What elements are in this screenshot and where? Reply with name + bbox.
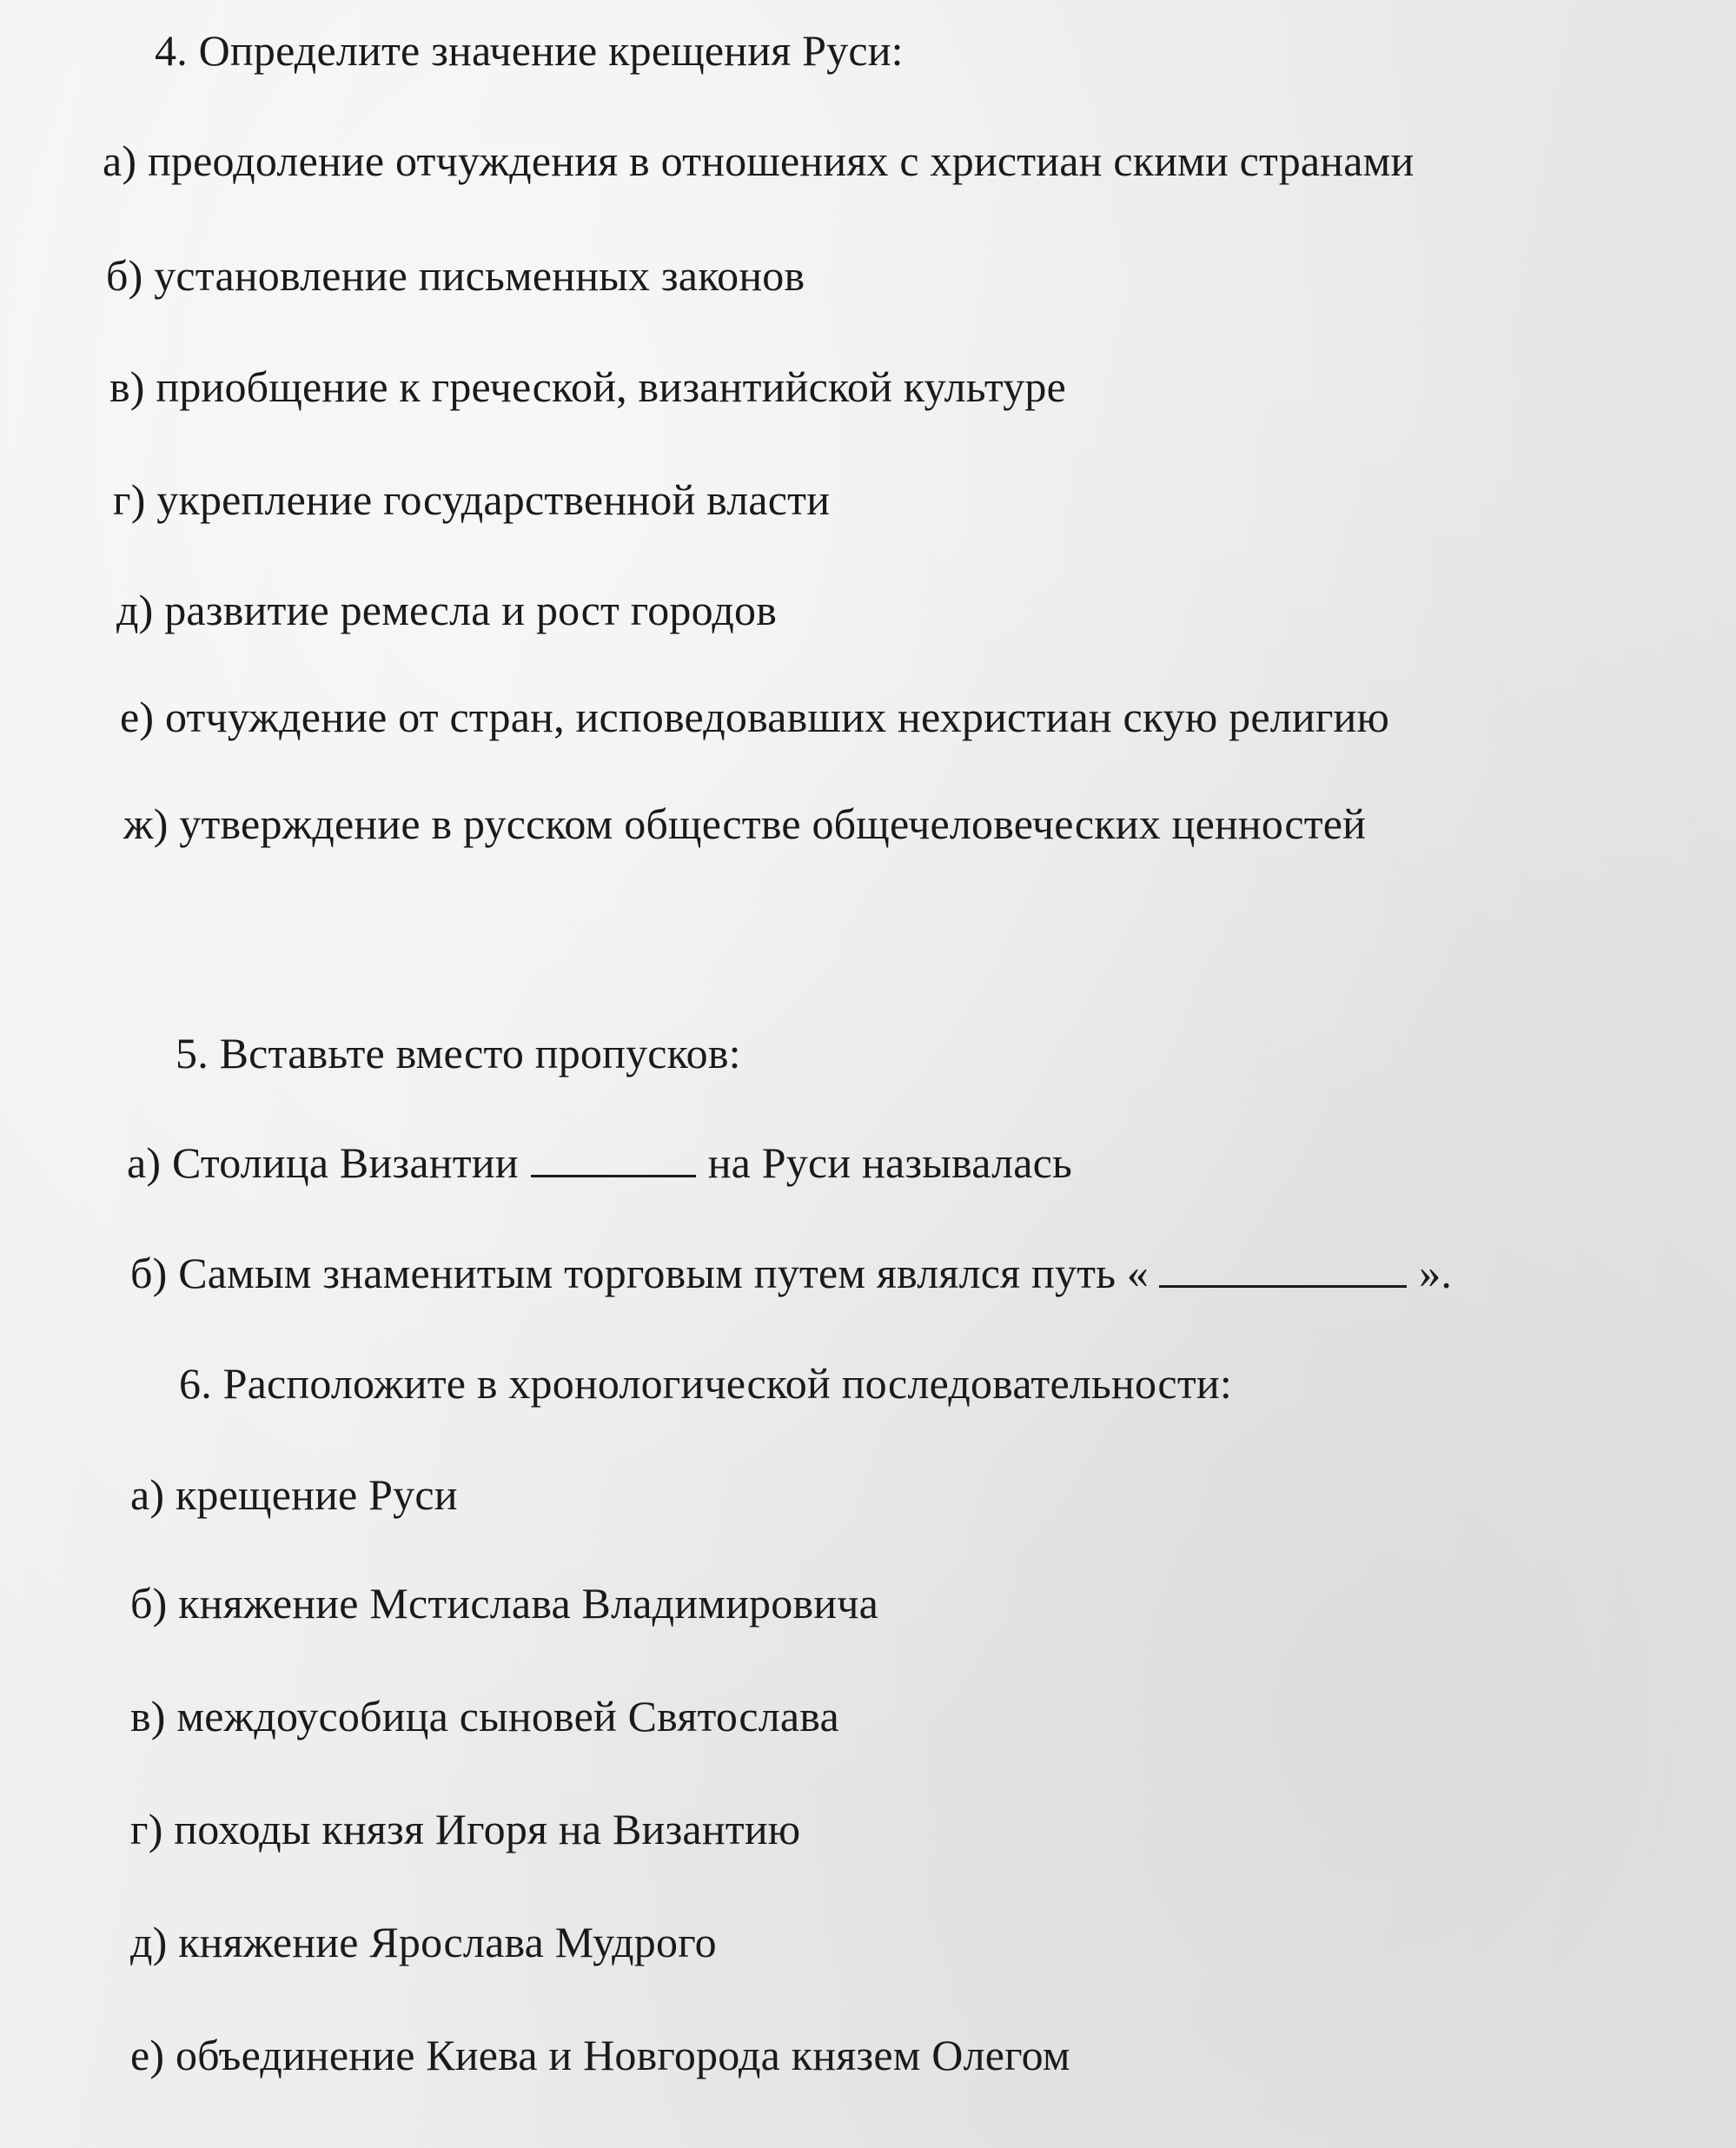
q5-a-text-before: а) Столица Византии	[127, 1138, 519, 1187]
q4-option-g: г) укрепление государственной власти	[113, 475, 831, 524]
q5-b-text-after: ».	[1419, 1249, 1453, 1297]
q4-option-a: а) преодоление отчуждения в отношениях с христиан скими странами	[103, 136, 1415, 185]
q4-option-zh: ж) утверждение в русском обществе общечеловеческих ценностей	[123, 799, 1367, 848]
question-5-title: 5. Вставьте вместо пропусков:	[176, 1029, 741, 1077]
q6-option-g: г) походы князя Игоря на Византию	[130, 1805, 801, 1853]
q6-option-a: а) крещение Руси	[130, 1470, 458, 1519]
question-6-title: 6. Расположите в хронологической последовательности:	[179, 1359, 1232, 1408]
q4-option-b: б) установление письменных законов	[106, 251, 805, 300]
q5-item-a	[127, 1137, 1072, 1189]
q6-option-v: в) междоусобица сыновей Святослава	[130, 1692, 839, 1740]
q5-a-text-after: на Руси называлась	[707, 1138, 1073, 1187]
q4-option-d: д) развитие ремесла и рост городов	[116, 586, 778, 634]
q4-option-v: в) приобщение к греческой, византийской культуре	[109, 362, 1067, 411]
q4-option-e: е) отчуждение от стран, исповедовавших нехристиан скую религию	[120, 693, 1390, 741]
q5-b-blank[interactable]	[1159, 1250, 1407, 1288]
q5-b-text-before: б) Самым знаменитым торговым путем являлся путь «	[130, 1249, 1150, 1297]
q5-a-blank[interactable]	[531, 1140, 696, 1177]
question-4-title: 4. Определите значение крещения Руси:	[155, 26, 904, 75]
q6-option-e: е) объединение Киева и Новгорода князем Олегом	[130, 2031, 1070, 2079]
q6-option-d: д) княжение Ярослава Мудрого	[130, 1918, 717, 1966]
q6-option-b: б) княжение Мстислава Владимировича	[130, 1579, 878, 1628]
q5-item-b	[130, 1247, 1452, 1299]
